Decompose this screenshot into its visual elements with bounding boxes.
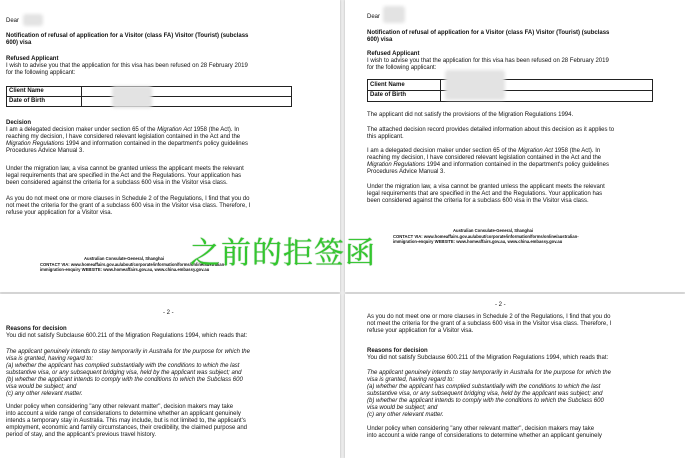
redacted-applicant-details xyxy=(445,70,505,100)
applicant-table xyxy=(367,79,653,102)
text-line: employment, economic and family circumstances, their credibility, the claimed purpose and xyxy=(6,425,247,431)
footer-contact: CONTACT VIA: www.homeaffairs.gov.au/about/corporate/information/forms/online/australian- xyxy=(40,262,226,267)
text-line: As you do not meet one or more clauses in Schedule 2 of the Regulations, I find that you do xyxy=(6,196,250,202)
text-line: substantive visa, or any subsequent bridging visa, held by the applicant was subject; and xyxy=(367,391,603,397)
text-line: period of stay, and the applicant's previous travel history. xyxy=(6,432,157,438)
attached-record-text-cont: this applicant. xyxy=(367,134,404,140)
text-line: (c) any other relevant matter. xyxy=(6,391,83,397)
text-line: legal requirements that are specified in the Act and the Regulations. Your application has xyxy=(367,191,603,197)
text-line: (c) any other relevant matter. xyxy=(367,412,444,418)
text-line: into account a wide range of considerations to determine whether an applicant genuinely xyxy=(6,411,241,417)
text-line: substantive visa, or any subsequent bridging visa, held by the applicant was subject; and xyxy=(6,370,242,376)
text-line: reaching my decision, I have considered relevant legislation contained in the Act and the xyxy=(6,134,241,140)
client-name-label: Client Name xyxy=(370,82,405,88)
salutation: Dear xyxy=(367,14,381,20)
text-line: into account a wide range of considerations to determine whether an applicant genuinely xyxy=(367,433,602,439)
letter-title: Notification of refusal of application for a Visitor (class FA) Visitor (Tourist) (subclass xyxy=(6,33,249,39)
refused-text: I wish to advise you that the application for this visa has been refused on 28 February 2019 xyxy=(367,58,609,64)
redacted-name xyxy=(23,14,43,26)
refused-text-cont: for the following applicant: xyxy=(6,70,76,76)
text-line: (b) whether the applicant intends to comply with the conditions to which the Subclass 600 xyxy=(367,398,604,404)
footer-office: Australian Consulate-General, Shanghai xyxy=(453,228,534,233)
text-line: visa would be subject; and xyxy=(6,384,77,390)
letter-page-3 xyxy=(0,294,340,458)
text-line: Under the migration law, a visa cannot be granted unless the applicant meets the relevant xyxy=(6,166,244,172)
text-line: (b) whether the applicant intends to comply with the conditions to which the Subclass 600 xyxy=(6,377,243,383)
letter-page-2 xyxy=(345,0,685,292)
reasons-heading: Reasons for decision xyxy=(367,348,428,354)
text-line: I am a delegated decision maker under section 65 of the Migration Act 1958 (the Act). In xyxy=(367,148,601,154)
text-line: Under policy when considering "any other relevant matter", decision makers may take xyxy=(6,404,234,410)
text-line: Procedures Advice Manual 3. xyxy=(367,169,446,175)
decision-heading: Decision xyxy=(6,120,32,126)
refused-text-cont: for the following applicant: xyxy=(367,65,437,71)
text-line: been considered against the criteria for a subclass 600 visa in the Visitor visa class. xyxy=(6,180,228,186)
redacted-applicant-details xyxy=(112,86,152,108)
text-line: reaching my decision, I have considered relevant legislation contained in the Act and the xyxy=(367,155,602,161)
text-line: not meet the criteria for the grant of a subclass 600 visa in the Visitor visa class. Therefore, I xyxy=(367,321,612,327)
attached-record-text: The attached decision record provides detailed information about this decision as it applies to xyxy=(367,127,615,133)
letter-page-4 xyxy=(345,294,685,458)
overlay-caption: 之前的拒签函 xyxy=(190,236,376,271)
dob-label: Date of Birth xyxy=(370,92,406,98)
text-line: (a) whether the applicant has complied substantially with the conditions to which the last xyxy=(6,363,240,369)
dob-label: Date of Birth xyxy=(9,98,45,104)
text-line: Under policy when considering "any other relevant matter", decision makers may take xyxy=(367,426,595,432)
text-line: visa is granted, having regard to: xyxy=(6,356,94,362)
text-line: Under the migration law, a visa cannot be granted unless the applicant meets the relevant xyxy=(367,184,605,190)
reasons-text: You did not satisfy Subclause 600.211 of the Migration Regulations 1994, which reads that: xyxy=(367,355,609,361)
text-line: not meet the criteria for the grant of a subclass 600 visa in the Visitor visa class. Therefore, I xyxy=(6,203,251,209)
text-line: Migration Regulations 1994 and information contained in the department's policy guidelines xyxy=(6,141,248,147)
letter-title: Notification of refusal of application for a Visitor (class FA) Visitor (Tourist) (subclass xyxy=(367,30,610,36)
reasons-heading: Reasons for decision xyxy=(6,326,67,332)
letter-title-cont: 600) visa xyxy=(367,37,393,43)
text-line: I am a delegated decision maker under section 65 of the Migration Act 1958 (the Act). In xyxy=(6,127,240,133)
footer-contact: CONTACT VIA: www.homeaffairs.gov.au/about/corporate/information/forms/online/australian- xyxy=(393,234,579,239)
client-name-label: Client Name xyxy=(9,88,44,94)
reasons-text: You did not satisfy Subclause 600.211 of the Migration Regulations 1994, which reads that: xyxy=(6,333,248,339)
text-line: refuse your application for a Visitor visa. xyxy=(367,328,474,334)
refused-applicant-heading: Refused Applicant xyxy=(6,56,59,62)
refused-applicant-heading: Refused Applicant xyxy=(367,51,420,57)
page-number: - 2 - xyxy=(163,310,174,316)
text-line: As you do not meet one or more clauses in Schedule 2 of the Regulations, I find that you do xyxy=(367,314,611,320)
text-line: intends a temporary stay in Australia. This may include, but is not limited to, the applicant's xyxy=(6,418,246,424)
redacted-name xyxy=(383,6,405,23)
text-line: (a) whether the applicant has complied substantially with the conditions to which the last xyxy=(367,384,601,390)
text-line: refuse your application for a Visitor visa. xyxy=(6,210,113,216)
text-line: been considered against the criteria for a subclass 600 visa in the Visitor visa class. xyxy=(367,198,589,204)
footer-website: immigration-enquiry WEBSITE: www.homeaffairs.gov.au, www.china.embassy.gov.au xyxy=(393,239,563,244)
footer-website: immigration-enquiry WEBSITE: www.homeaffairs.gov.au, www.china.embassy.gov.au xyxy=(40,267,210,272)
text-line: legal requirements that are specified in the Act and the Regulations. Your application has xyxy=(6,173,242,179)
text-line: visa is granted, having regard to: xyxy=(367,377,455,383)
not-satisfy-text: The applicant did not satisfy the provisions of the Migration Regulations 1994. xyxy=(367,112,574,118)
refused-text: I wish to advise you that the application for this visa has been refused on 28 February 2019 xyxy=(6,63,248,69)
footer-office: Australian Consulate-General, Shanghai xyxy=(84,256,165,261)
letter-title-cont: 600) visa xyxy=(6,40,32,46)
text-line: The applicant genuinely intends to stay temporarily in Australia for the purpose for which the xyxy=(6,349,250,355)
text-line: The applicant genuinely intends to stay temporarily in Australia for the purpose for which the xyxy=(367,370,611,376)
text-line: visa would be subject; and xyxy=(367,405,438,411)
page-number: - 2 - xyxy=(495,302,506,308)
text-line: Procedures Advice Manual 3. xyxy=(6,148,85,154)
salutation: Dear xyxy=(6,18,20,24)
text-line: Migration Regulations 1994 and information contained in the department's policy guidelines xyxy=(367,162,609,168)
